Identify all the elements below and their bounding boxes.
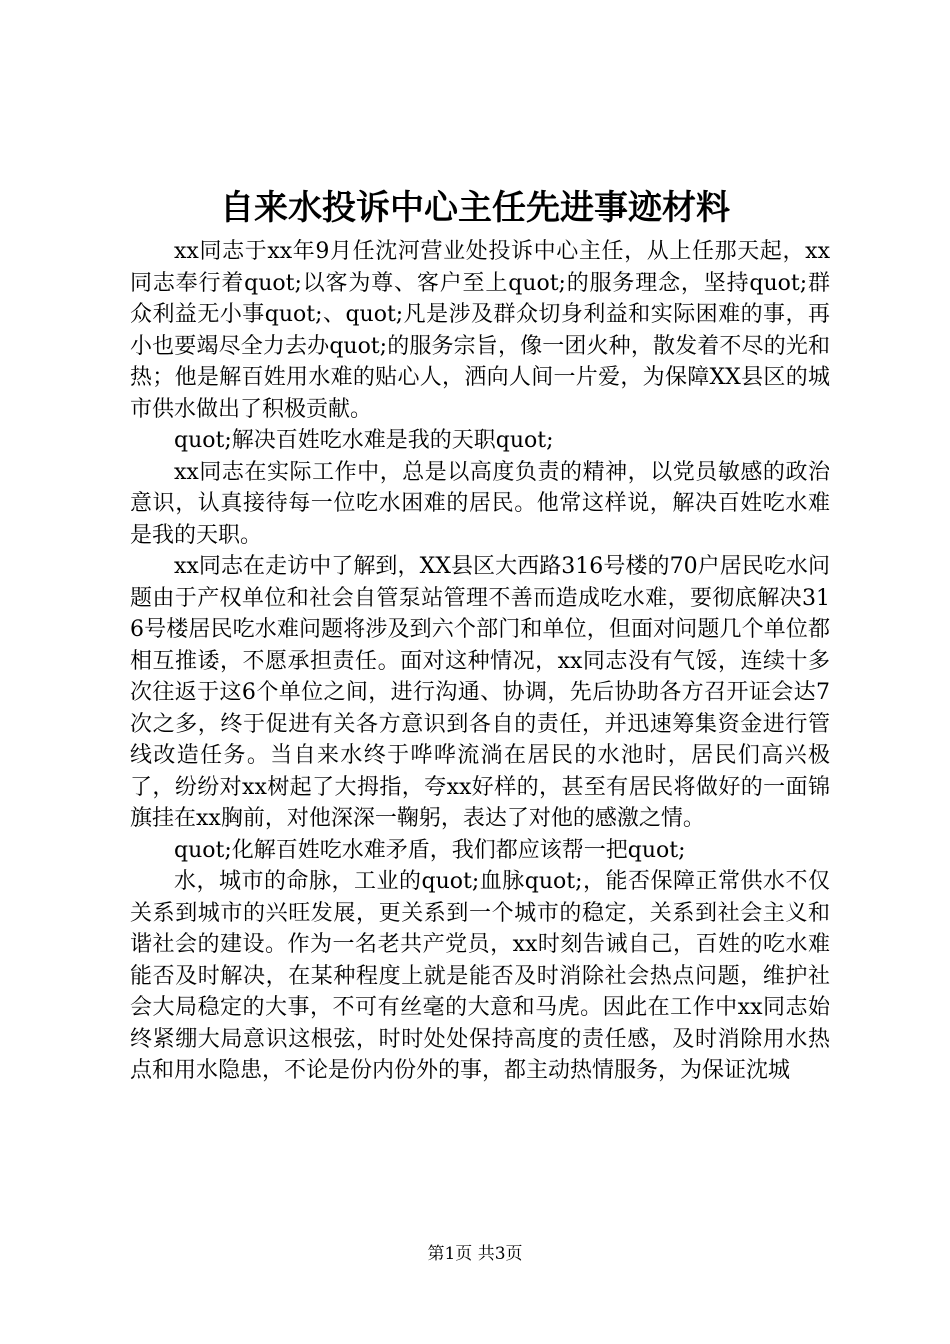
document-body [130, 236, 830, 1087]
section-heading: quot;解决百姓吃水难是我的天职quot; [174, 428, 554, 453]
paragraph: xx同志在走访中了解到，XX县区大西路316号楼的70户居民吃水问题由于产权单位和社会自管泵站管理不善而造成吃水难，要彻底解决316号楼居民吃水难问题将涉及到六个部门和单位，但面对问题几个单位都相互推诿，不愿承担责任。面对这种情况，xx同志没有气馁，连续十多次往返于这6个单位之间，进行沟通、协调，先后协助各方召开证会达7次之多，终于促进有关各方意识到各自的责任，并迅速筹集资金进行管线改造任务。当自来水终于哗哗流淌在居民的水池时，居民们高兴极了，纷纷对xx树起了大拇指，夸xx好样的，甚至有居民将做好的一面锦旗挂在xx胸前，对他深深一鞠躬，表达了对他的感激之情。 [130, 554, 830, 831]
section-heading: quot;化解百姓吃水难矛盾，我们都应该帮一把quot; [174, 837, 686, 863]
paragraph: 水，城市的命脉，工业的quot;血脉quot;，能否保障正常供水不仅关系到城市的兴旺发展，更关系到一个城市的稳定，关系到社会主义和谐社会的建设。作为一名老共产党员，xx时刻告诫自己，百姓的吃水难能否及时解决，在某种程度上就是能否及时消除社会热点问题，维护社会大局稳定的大事，不可有丝毫的大意和马虎。因此在工作中xx同志始终紧绷大局意识这根弦，时时处处保持高度的责任感，及时消除用水热点和用水隐患，不论是份内份外的事，都主动热情服务，为保证沈城 [130, 869, 830, 1083]
paragraph: xx同志于xx年9月任沈河营业处投诉中心主任，从上任那天起，xx同志奉行着quot;以客为尊、客户至上quot;的服务理念，坚持quot;群众利益无小事quot;、quot;凡是涉及群众切身利益和实际困难的事，再小也要竭尽全力去办quot;的服务宗旨，像一团火种，散发着不尽的光和热；他是解百姓用水难的贴心人，洒向人间一片爱，为保障XX县区的城市供水做出了积极贡献。 [130, 239, 830, 422]
page-footer: 第1页 共3页 [427, 1244, 523, 1264]
paragraph: xx同志在实际工作中，总是以高度负责的精神，以党员敏感的政治意识，认真接待每一位吃水困难的居民。他常这样说，解决百姓吃水难是我的天职。 [130, 459, 830, 548]
document-title: 自来水投诉中心主任先进事迹材料 [220, 188, 730, 228]
